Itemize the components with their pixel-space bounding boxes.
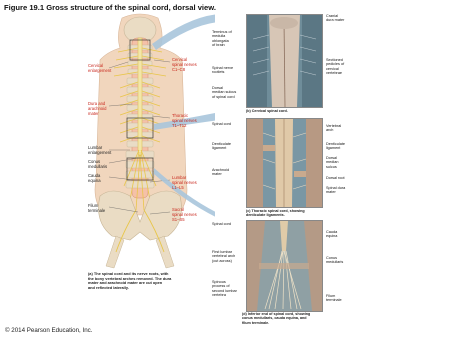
label-cervical-spinal-nerves: Cervical spinal nerves C1–C8 bbox=[172, 57, 197, 72]
caption-c: (c) Thoracic spinal cord, showing denticulate ligaments. bbox=[246, 209, 305, 218]
label-first-lumbar: First lumbar vertebral arch (cut across) bbox=[212, 250, 236, 263]
copyright-notice: © 2014 Pearson Education, Inc. bbox=[5, 327, 93, 334]
label-spinous-process: Spinous process of second lumbar vertebra bbox=[212, 280, 237, 298]
label-spinal-cord-d: Spinal cord bbox=[212, 222, 231, 226]
label-lumbar-enlargement: Lumbar enlargement bbox=[88, 145, 112, 155]
label-denticulate-left: Denticulate ligament bbox=[212, 142, 231, 151]
figure-title: Figure 19.1 Gross structure of the spinal cord, dorsal view. bbox=[4, 3, 216, 12]
label-cauda-equina-d: Cauda equina bbox=[326, 230, 338, 239]
label-arachnoid: Arachnoid mater bbox=[212, 168, 230, 177]
label-thoracic-spinal-nerves: Thoracic spinal nerves T1–T12 bbox=[172, 113, 197, 128]
label-denticulate-right: Denticulate ligament bbox=[326, 142, 345, 151]
label-dorsal-median-sulcus-b: Dorsal median sulcus of spinal cord bbox=[212, 86, 237, 99]
caption-b: (b) Cervical spinal cord. bbox=[246, 109, 288, 113]
label-spinal-nerve-rootlets: Spinal nerve rootlets bbox=[212, 66, 234, 75]
label-sacral-spinal-nerves: Sacral spinal nerves S1–S5 bbox=[172, 207, 197, 222]
label-dorsal-root: Dorsal root bbox=[326, 176, 345, 180]
caption-a: (a) The spinal cord and its nerve roots, with the bony vertebral arches removed. The dura mater and arachnoid mater are cut open and reflected laterally. bbox=[88, 271, 172, 290]
label-filum-terminale-d: Filum terminale bbox=[326, 294, 342, 303]
label-spinal-cord-c: Spinal cord bbox=[212, 122, 231, 126]
label-medulla: Terminus of medulla oblongata of brain bbox=[212, 30, 232, 48]
label-conus-medullaris-d: Conus medullaris bbox=[326, 256, 344, 265]
label-lumbar-spinal-nerves: Lumbar spinal nerves L1–L5 bbox=[172, 175, 197, 190]
label-spinal-dura: Spinal dura mater bbox=[326, 186, 346, 195]
label-filum-terminale: Filum terminale bbox=[88, 203, 106, 213]
label-sectioned-pedicles: Sectioned pedicles of cervical vertebrae bbox=[326, 58, 345, 76]
label-dorsal-median-sulcus-c: Dorsal median sulcus bbox=[326, 156, 339, 169]
label-cranial-dura: Cranial dura mater bbox=[326, 14, 345, 23]
label-cervical-enlargement: Cervical enlargement bbox=[88, 63, 112, 73]
caption-d: (d) Inferior end of spinal cord, showing conus medullaris, cauda equina, and filum terminale. bbox=[242, 312, 311, 325]
photo-cervical-cord bbox=[246, 14, 323, 108]
label-cauda-equina: Cauda equina bbox=[88, 173, 101, 183]
label-vertebral-arch: Vertebral arch bbox=[326, 124, 342, 133]
photo-thoracic-cord bbox=[246, 118, 323, 208]
label-dura-arachnoid: Dura and arachnoid mater bbox=[88, 101, 107, 116]
label-conus-medullaris: Conus medullaris bbox=[88, 159, 108, 169]
photo-inferior-cord bbox=[246, 220, 323, 312]
